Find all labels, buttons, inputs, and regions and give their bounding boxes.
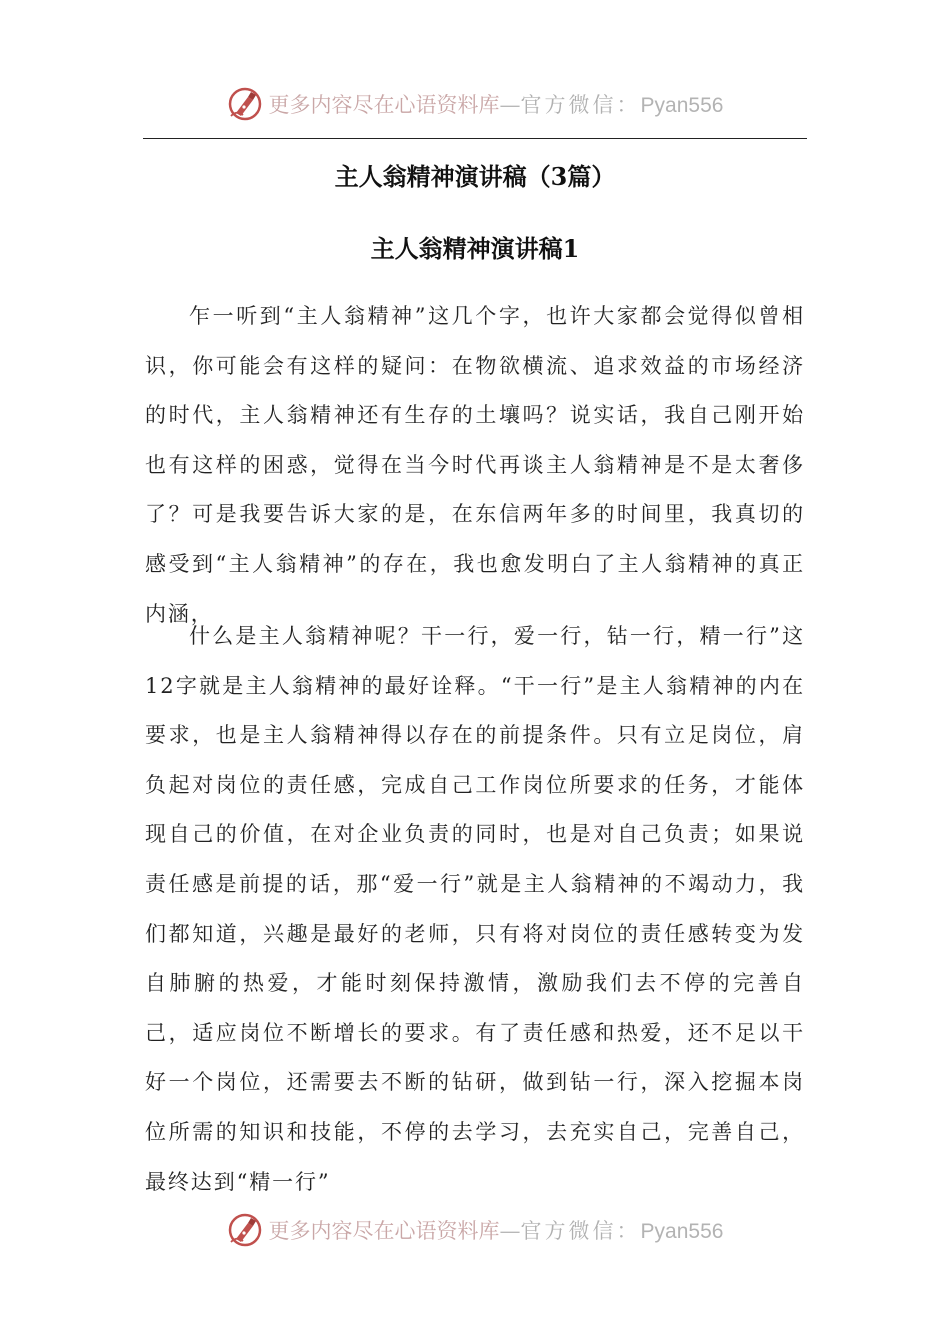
banner-text xyxy=(269,1215,724,1245)
body-paragraph-1: 乍一听到“主人翁精神”这几个字，也许大家都会觉得似曾相识，你可能会有这样的疑问：在物欲横流、追求效益的市场经济的时代，主人翁精神还有生存的土壤吗？说实话，我自己刚开始也有这样的困惑，觉得在当今时代再谈主人翁精神是不是太奢侈了？可是我要告诉大家的是，在东信两年多的时间里，我真切的感受到“主人翁精神”的存在，我也愈发明白了主人翁精神的真正内涵， xyxy=(145,304,805,626)
banner-text xyxy=(269,89,724,119)
header-watermark-banner xyxy=(0,82,950,126)
banner-main-text: 更多内容尽在心语资料库 xyxy=(268,93,500,117)
body-paragraph-2: 什么是主人翁精神呢？干一行，爱一行，钻一行，精一行”这12字就是主人翁精神的最好诠释。“干一行”是主人翁精神的内在要求，也是主人翁精神得以存在的前提条件。只有立足岗位，肩负起对岗位的责任感，完成自己工作岗位所要求的任务，才能体现自己的价值，在对企业负责的同时，也是对自己负责；如果说责任感是前提的话，那“爱一行”就是主人翁精神的不竭动力，我们都知道，兴趣是最好的老师，只有将对岗位的责任感转变为发自肺腑的热爱，才能时刻保持激情，激励我们去不停的完善自己，适应岗位不断增长的要求。有了责任感和热爱，还不足以干好一个岗位，还需要去不断的钻研，做到钻一行，深入挖掘本岗位所需的知识和技能，不停的去学习，去充实自己，完善自己，最终达到“精一行” xyxy=(145,624,805,1194)
pen-nib-logo-icon xyxy=(227,1212,263,1248)
pen-nib-logo-icon xyxy=(227,86,263,122)
banner-wechat-label: 官方微信： xyxy=(520,1219,641,1243)
banner-wechat-id: Pyan556 xyxy=(640,1220,724,1243)
banner-wechat-id: Pyan556 xyxy=(640,94,724,117)
footer-watermark-banner xyxy=(0,1208,950,1252)
banner-main-text: 更多内容尽在心语资料库 xyxy=(268,1219,500,1243)
banner-dash: — xyxy=(499,93,521,117)
section-heading: 主人翁精神演讲稿1 xyxy=(370,234,580,263)
header-divider xyxy=(143,138,807,139)
banner-dash: — xyxy=(499,1219,521,1243)
banner-wechat-label: 官方微信： xyxy=(520,93,641,117)
document-title: 主人翁精神演讲稿（3篇） xyxy=(334,162,616,191)
